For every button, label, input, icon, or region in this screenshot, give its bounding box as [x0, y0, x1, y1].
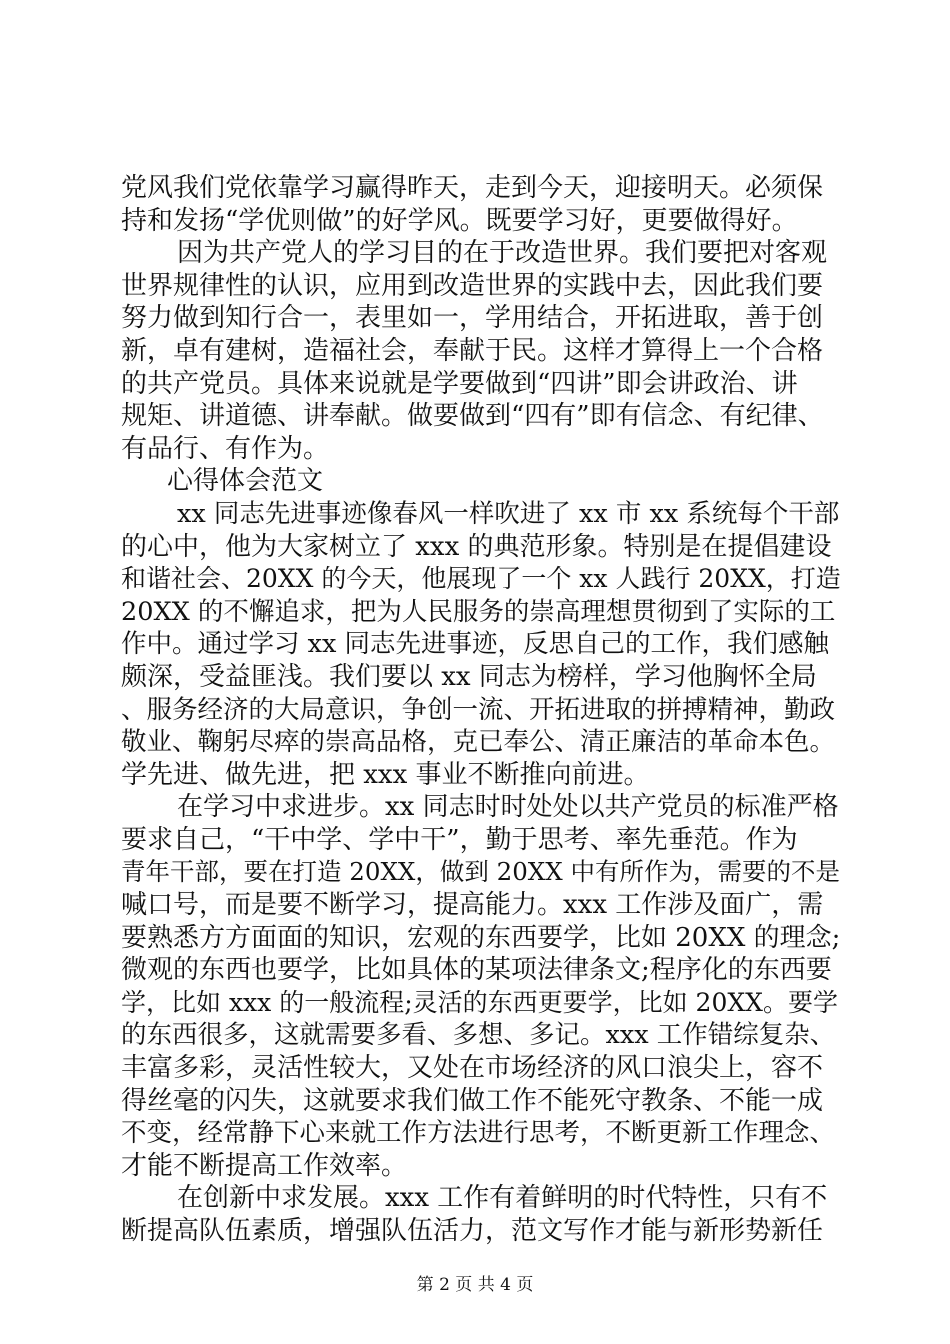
text-line: 、服务经济的大局意识，争创一流、开拓进取的拼搏精神，勤政 — [121, 694, 836, 725]
text-line: 喊口号，而是要不断学习，提高能力。xxx 工作涉及面广，需 — [121, 890, 824, 921]
text-line: 党风我们党依靠学习赢得昨天，走到今天，迎接明天。必须保 — [121, 173, 824, 203]
text-line: 在创新中求发展。xxx 工作有着鲜明的时代特性，只有不 — [177, 1183, 828, 1214]
text-line: 的共产党员。具体来说就是学要做到“四讲”即会讲政治、讲 — [121, 368, 798, 399]
document-body — [121, 172, 841, 1248]
text-line: 敬业、鞠躬尽瘁的崇高品格，克已奉公、清正廉洁的革命本色。 — [121, 727, 836, 758]
text-line: 得丝毫的闪失，这就要求我们做工作不能死守教条、不能一成 — [121, 1085, 824, 1116]
text-line: 才能不断提高工作效率。 — [121, 1150, 408, 1181]
text-line: 作中。通过学习 xx 同志先进事迹，反思自己的工作，我们感触 — [121, 629, 829, 660]
text-line: 新，卓有建树，造福社会，奉献于民。这样才算得上一个合格 — [121, 335, 824, 366]
text-line: 有品行、有作为。 — [121, 433, 330, 464]
text-line: 在学习中求进步。xx 同志时时处处以共产党员的标准严格 — [177, 792, 839, 823]
text-line: 的心中，他为大家树立了 xxx 的典范形象。特别是在提倡建设 — [121, 531, 832, 562]
text-line: 不变，经常静下心来就工作方法进行思考，不断更新工作理念、 — [121, 1118, 836, 1149]
text-line: 青年干部，要在打造 20XX，做到 20XX 中有所作为，需要的不是 — [121, 857, 840, 887]
text-line: 规矩、讲道德、讲奉献。做要做到“四有”即有信念、有纪律、 — [121, 401, 824, 432]
text-line: 颇深，受益匪浅。我们要以 xx 同志为榜样，学习他胸怀全局 — [121, 661, 817, 692]
text-line: 要熟悉方方面面的知识，宏观的东西要学，比如 20XX 的理念; — [121, 922, 841, 953]
text-line: 持和发扬“学优则做”的好学风。既要学习好，更要做得好。 — [121, 205, 798, 236]
text-line: 因为共产党人的学习目的在于改造世界。我们要把对客观 — [177, 238, 828, 269]
text-line: 微观的东西也要学，比如具体的某项法律条文;程序化的东西要 — [121, 955, 832, 986]
text-line: 要求自己，“干中学、学中干”，勤于思考、率先垂范。作为 — [121, 824, 798, 855]
text-line: 丰富多彩，灵活性较大，又处在市场经济的风口浪尖上，容不 — [121, 1053, 824, 1084]
text-line: 世界规律性的认识，应用到改造世界的实践中去，因此我们要 — [121, 270, 824, 301]
text-line: 学先进、做先进，把 xxx 事业不断推向前进。 — [121, 759, 650, 790]
page-footer: 第 2 页 共 4 页 — [416, 1275, 534, 1295]
text-line: 和谐社会、20XX 的今天，他展现了一个 xx 人践行 20XX，打造 — [121, 564, 841, 594]
text-line: 学，比如 xxx 的一般流程;灵活的东西更要学，比如 20XX。要学 — [121, 987, 838, 1017]
section-heading: 心得体会范文 — [167, 466, 324, 497]
text-line: 的东西很多，这就需要多看、多想、多记。xxx 工作错综复杂、 — [121, 1020, 836, 1051]
text-line: 断提高队伍素质，增强队伍活力，范文写作才能与新形势新任 — [121, 1216, 824, 1246]
text-line: 努力做到知行合一，表里如一，学用结合，开拓进取，善于创 — [121, 303, 824, 334]
text-line: xx 同志先进事迹像春风一样吹进了 xx 市 xx 系统每个干部 — [177, 498, 840, 529]
text-line: 20XX 的不懈追求，把为人民服务的崇高理想贯彻到了实际的工 — [121, 596, 836, 627]
